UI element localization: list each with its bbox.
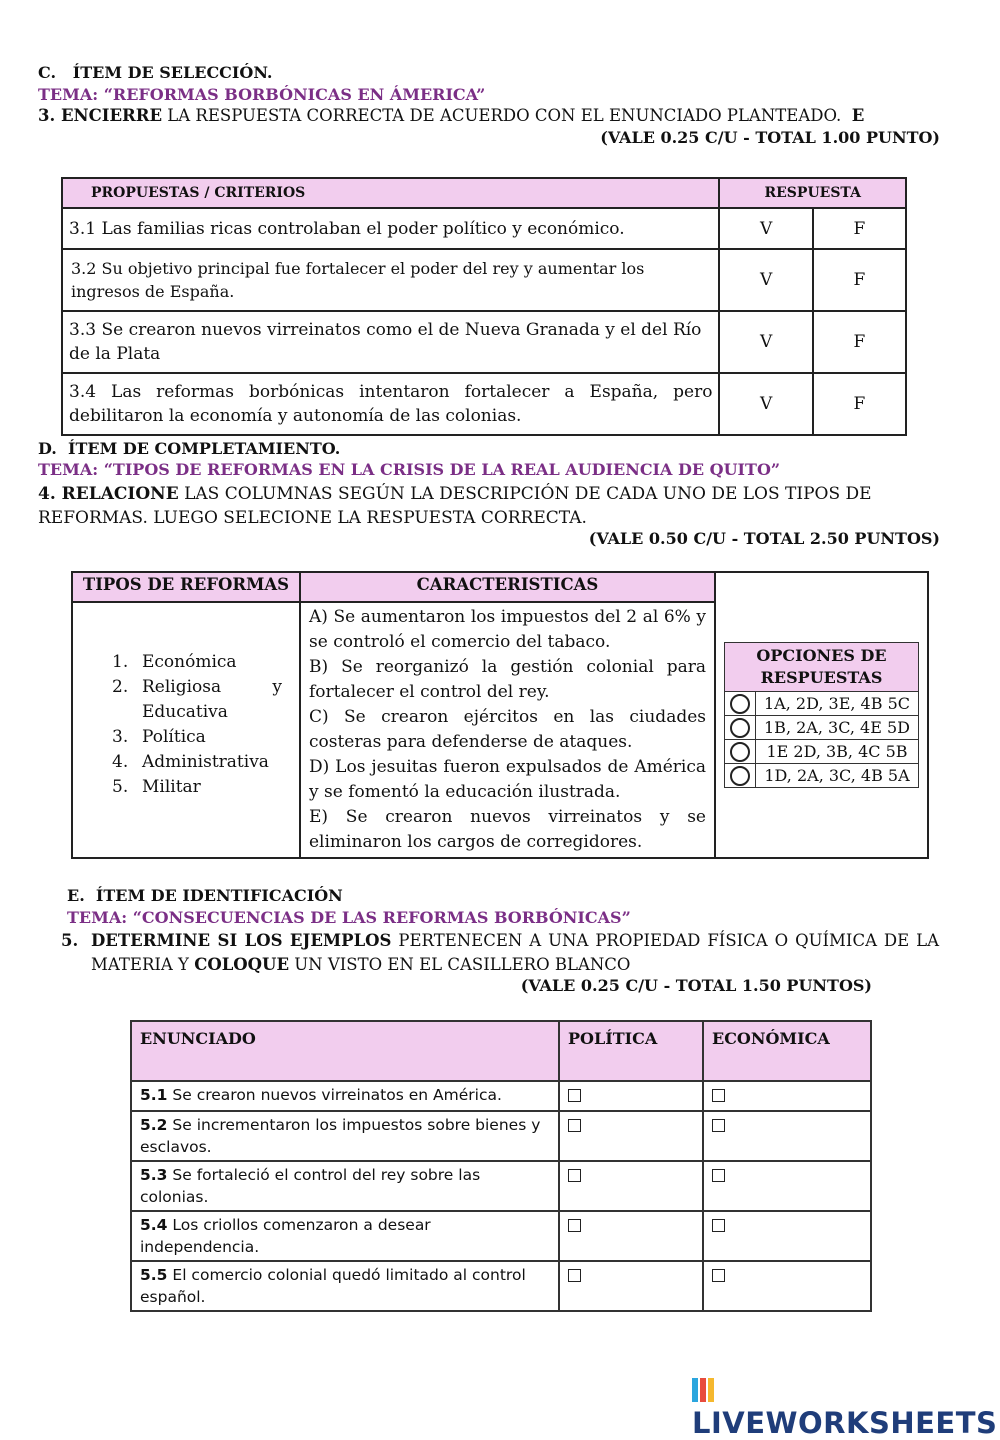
instruction-number: 3. ENCIERRE [38,106,163,125]
option-row[interactable] [725,740,919,764]
politica-checkbox[interactable] [568,1119,581,1132]
options-cell [715,572,928,858]
option-label[interactable]: 1D, 2A, 3C, 4B 5A [756,764,919,788]
option-f[interactable]: F [813,249,906,311]
instruction-number: 5. [61,931,79,950]
option-v[interactable]: V [719,311,812,373]
section-d-title: D. ÍTEM DE COMPLETAMIENTO. [38,439,341,458]
section-c-points: (VALE 0.25 C/U - TOTAL 1.00 PUNTO) [600,128,940,147]
option-f[interactable]: F [813,311,906,373]
selection-table [61,177,907,436]
section-d-points: (VALE 0.50 C/U - TOTAL 2.50 PUNTOS) [588,529,940,548]
option-label[interactable]: 1A, 2D, 3E, 4B 5C [756,692,919,716]
tipos-list [74,604,298,800]
option-v[interactable]: V [719,373,812,435]
header-caracteristicas: CARACTERISTICAS [300,572,715,602]
economica-checkbox[interactable] [712,1219,725,1232]
table-row [62,373,906,435]
caracteristica-e: E) Se crearon nuevos virreinatos y se eliminaron los cargos de corregidores. [309,807,706,852]
list-item: 1. Económica [112,652,237,672]
matching-table [71,571,929,859]
table-row [62,249,906,311]
caracteristica-d: D) Los jesuitas fueron expulsados de América y se fomentó la educación ilustrada. [309,757,706,802]
radio-icon[interactable] [730,766,750,786]
section-e-tema: TEMA: “CONSECUENCIAS DE LAS REFORMAS BORBÓNICAS” [67,908,631,927]
instruction-number: 4. RELACIONE [38,484,179,504]
instruction-tail: E [851,106,865,125]
table-row [131,1261,871,1311]
liveworksheets-icon [692,1378,714,1402]
radio-icon[interactable] [730,742,750,762]
statement: 5.3 Se fortaleció el control del rey sobre las colonias. [131,1161,559,1211]
list-item: 2. Religiosa y Educativa [112,677,282,722]
section-e-instruction: 5. DETERMINE SI LOS EJEMPLOS PERTENECEN A UNA PROPIEDAD FÍSICA O QUÍMICA DE LA MATERIA Y COLOQUE UN VISTO EN EL CASILLERO BLANCO [61,929,939,977]
option-row[interactable] [725,692,919,716]
header-tipos: TIPOS DE REFORMAS [72,572,300,602]
proposition-text: 3.3 Se crearon nuevos virreinatos como el de Nueva Granada y el del Río de la Plata [62,311,719,373]
economica-checkbox[interactable] [712,1269,725,1282]
table-row [62,311,906,373]
politica-checkbox[interactable] [568,1089,581,1102]
radio-icon[interactable] [730,694,750,714]
option-row[interactable] [725,716,919,740]
caracteristica-c: C) Se crearon ejércitos en las ciudades costeras para defenderse de ataques. [309,707,706,752]
identification-table [130,1020,872,1312]
header-politica: POLÍTICA [559,1021,703,1081]
caracteristica-a: A) Se aumentaron los impuestos del 2 al 6% y se controló el comercio del tabaco. [309,607,706,652]
statement: 5.1 Se crearon nuevos virreinatos en América. [131,1081,559,1111]
proposition-text: 3.1 Las familias ricas controlaban el poder político y económico. [62,208,719,249]
politica-checkbox[interactable] [568,1169,581,1182]
politica-checkbox[interactable] [568,1269,581,1282]
section-d-tema: TEMA: “TIPOS DE REFORMAS EN LA CRISIS DE LA REAL AUDIENCIA DE QUITO” [38,460,781,479]
liveworksheets-logo[interactable] [692,1372,1000,1440]
section-c-title: C. ÍTEM DE SELECCIÓN. [38,63,273,82]
instruction-bold: DETERMINE SI LOS EJEMPLOS [91,931,392,950]
statement: 5.2 Se incrementaron los impuestos sobre bienes y esclavos. [131,1111,559,1161]
option-f[interactable]: F [813,373,906,435]
section-c-tema: TEMA: “REFORMAS BORBÓNICAS EN ÁMERICA” [38,85,486,104]
list-item: 5. Militar [112,777,201,797]
instruction-text: LAS COLUMNAS SEGÚN LA DESCRIPCIÓN DE CADA UNO DE LOS TIPOS DE REFORMAS. LUEGO SELECIONE LA RESPUESTA CORRECTA. [38,484,872,528]
instruction-bold: COLOQUE [194,955,290,974]
option-f[interactable]: F [813,208,906,249]
table-row [131,1081,871,1111]
statement: 5.5 El comercio colonial quedó limitado al control español. [131,1261,559,1311]
section-c-instruction [38,106,864,125]
section-e-points: (VALE 0.25 C/U - TOTAL 1.50 PUNTOS) [520,976,872,995]
options-table [724,642,919,788]
economica-checkbox[interactable] [712,1169,725,1182]
instruction-text: LA RESPUESTA CORRECTA DE ACUERDO CON EL ENUNCIADO PLANTEADO. [162,106,852,125]
proposition-text: 3.4 Las reformas borbónicas intentaron fortalecer a España, pero debilitaron la economía y autonomía de las colonias. [62,373,719,435]
caracteristicas-cell [300,602,715,858]
option-label[interactable]: 1B, 2A, 3C, 4E 5D [756,716,919,740]
statement: 5.4 Los criollos comenzaron a desear independencia. [131,1211,559,1261]
list-item: 3. Política [112,727,206,747]
logo-text: LIVEWORKSHEETS [692,1406,998,1440]
option-label[interactable]: 1E 2D, 3B, 4C 5B [756,740,919,764]
option-row[interactable] [725,764,919,788]
list-item: 4. Administrativa [112,752,269,772]
header-propuestas: PROPUESTAS / CRITERIOS [62,178,719,208]
table-row [131,1161,871,1211]
politica-checkbox[interactable] [568,1219,581,1232]
option-v[interactable]: V [719,208,812,249]
economica-checkbox[interactable] [712,1089,725,1102]
option-v[interactable]: V [719,249,812,311]
header-enunciado: ENUNCIADO [131,1021,559,1081]
caracteristica-b: B) Se reorganizó la gestión colonial para fortalecer el control del rey. [309,657,706,702]
radio-icon[interactable] [730,718,750,738]
options-header: OPCIONES DE RESPUESTAS [725,643,919,692]
tipos-cell [72,602,300,858]
table-row [131,1211,871,1261]
section-e-title: E. ÍTEM DE IDENTIFICACIÓN [67,886,343,905]
table-row [62,208,906,249]
header-respuesta: RESPUESTA [719,178,906,208]
header-economica: ECONÓMICA [703,1021,871,1081]
economica-checkbox[interactable] [712,1119,725,1132]
proposition-text: 3.2 Su objetivo principal fue fortalecer el poder del rey y aumentar los ingresos de España. [62,249,719,311]
section-d-instruction [38,482,938,530]
table-row [131,1111,871,1161]
